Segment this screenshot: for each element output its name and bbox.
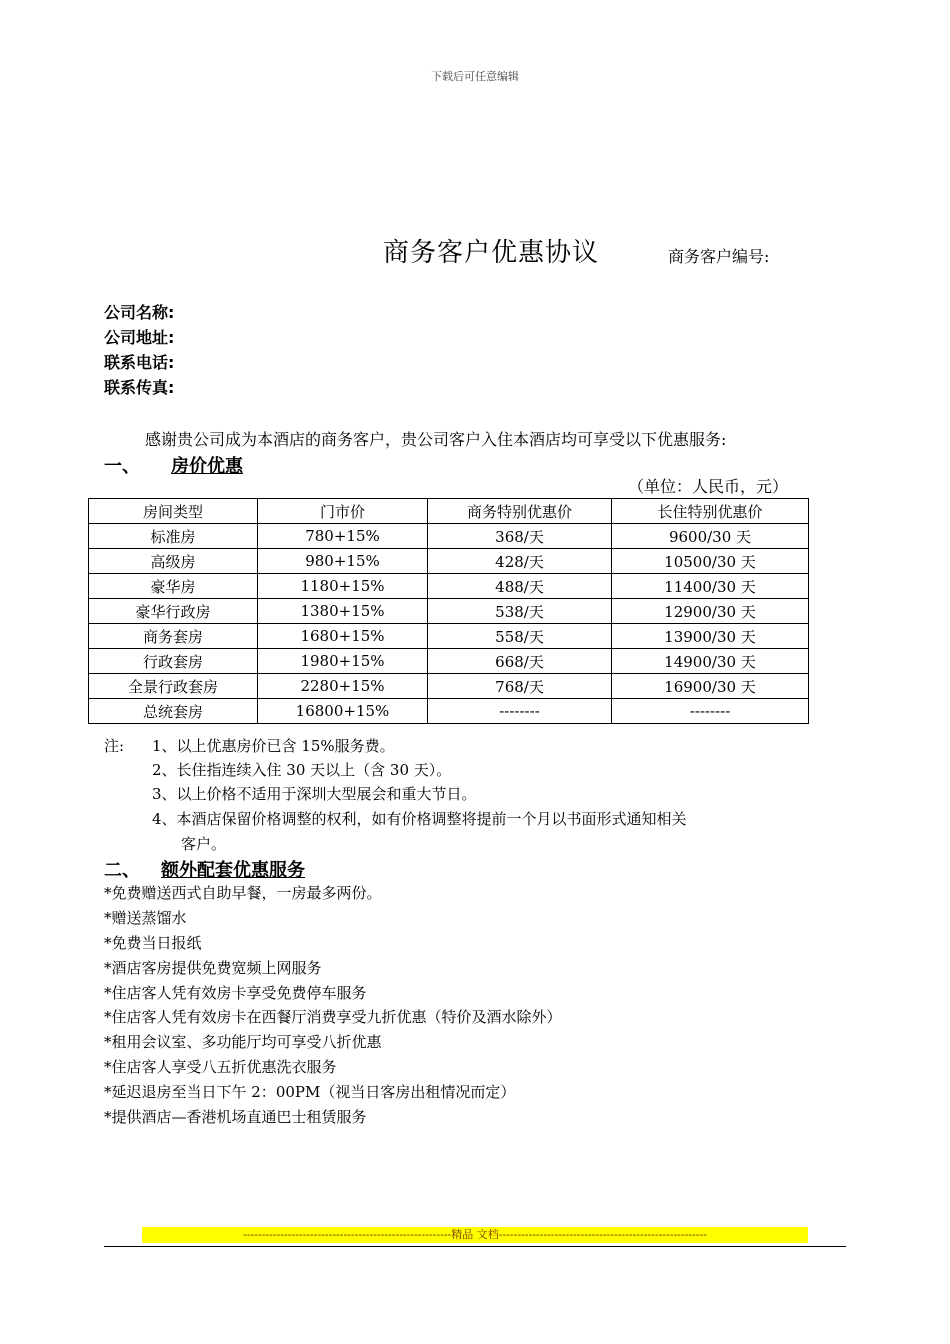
service-item: *住店客人凭有效房卡享受免费停车服务 xyxy=(104,984,367,1002)
cell-business-rate: 768/天 xyxy=(428,674,612,699)
cell-longstay-rate: 16900/30 天 xyxy=(612,674,809,699)
cell-business-rate: 538/天 xyxy=(428,599,612,624)
note-item: 2、长住指连续入住 30 天以上（含 30 天）。 xyxy=(152,761,452,779)
footer-text: 精品 文档 xyxy=(451,1228,499,1241)
footer-dashes-right: -------------------------------------------------------- xyxy=(498,1228,707,1241)
cell-rack-rate: 1380+15% xyxy=(258,599,428,624)
header-business-rate: 商务特别优惠价 xyxy=(428,499,612,524)
cell-room-type: 总统套房 xyxy=(89,699,258,724)
table-row xyxy=(89,624,809,649)
cell-rack-rate: 1180+15% xyxy=(258,574,428,599)
table-row xyxy=(89,599,809,624)
footer-divider xyxy=(104,1246,846,1247)
cell-business-rate: 488/天 xyxy=(428,574,612,599)
cell-rack-rate: 780+15% xyxy=(258,524,428,549)
section1-number: 一、 xyxy=(104,456,140,477)
cell-business-rate: 668/天 xyxy=(428,649,612,674)
footer-dashes-left: -------------------------------------------------------- xyxy=(243,1228,452,1241)
cell-room-type: 行政套房 xyxy=(89,649,258,674)
service-item: *免费赠送西式自助早餐，一房最多两份。 xyxy=(104,884,382,902)
section2-number: 二、 xyxy=(104,860,140,881)
cell-longstay-rate: 11400/30 天 xyxy=(612,574,809,599)
cell-rack-rate: 2280+15% xyxy=(258,674,428,699)
cell-business-rate: 558/天 xyxy=(428,624,612,649)
cell-rack-rate: 1680+15% xyxy=(258,624,428,649)
note-item: 4、本酒店保留价格调整的权利，如有价格调整将提前一个月以书面形式通知相关 xyxy=(152,810,687,828)
cell-longstay-rate: 9600/30 天 xyxy=(612,524,809,549)
table-header-row xyxy=(89,499,809,524)
cell-rack-rate: 16800+15% xyxy=(258,699,428,724)
header-longstay-rate: 长住特别优惠价 xyxy=(612,499,809,524)
section2-title: 额外配套优惠服务 xyxy=(161,860,305,881)
service-item: *赠送蒸馏水 xyxy=(104,909,187,927)
service-item: *住店客人凭有效房卡在西餐厅消费享受九折优惠（特价及酒水除外） xyxy=(104,1008,562,1026)
cell-rack-rate: 1980+15% xyxy=(258,649,428,674)
cell-longstay-rate: 12900/30 天 xyxy=(612,599,809,624)
cell-business-rate: -------- xyxy=(428,699,612,724)
header-rack-rate: 门市价 xyxy=(258,499,428,524)
cell-room-type: 商务套房 xyxy=(89,624,258,649)
table-row xyxy=(89,574,809,599)
cell-longstay-rate: 10500/30 天 xyxy=(612,549,809,574)
note-item: 客户。 xyxy=(181,835,227,853)
cell-room-type: 高级房 xyxy=(89,549,258,574)
cell-business-rate: 428/天 xyxy=(428,549,612,574)
section1-title: 房价优惠 xyxy=(171,456,243,477)
client-number-label: 商务客户编号: xyxy=(668,247,770,266)
table-row xyxy=(89,524,809,549)
footer-banner xyxy=(142,1227,808,1243)
service-item: *酒店客房提供免费宽频上网服务 xyxy=(104,959,322,977)
service-item: *提供酒店—香港机场直通巴士租赁服务 xyxy=(104,1108,367,1126)
table-row xyxy=(89,699,809,724)
top-note: 下载后可任意编辑 xyxy=(431,70,519,83)
table-row xyxy=(89,549,809,574)
service-item: *住店客人享受八五折优惠洗衣服务 xyxy=(104,1058,337,1076)
rates-table xyxy=(88,498,809,724)
cell-room-type: 标准房 xyxy=(89,524,258,549)
cell-business-rate: 368/天 xyxy=(428,524,612,549)
intro-paragraph: 感谢贵公司成为本酒店的商务客户，贵公司客户入住本酒店均可享受以下优惠服务: xyxy=(145,430,727,449)
service-item: *免费当日报纸 xyxy=(104,934,202,952)
notes-label: 注: xyxy=(104,737,125,755)
cell-longstay-rate: -------- xyxy=(612,699,809,724)
cell-longstay-rate: 14900/30 天 xyxy=(612,649,809,674)
header-room-type: 房间类型 xyxy=(89,499,258,524)
cell-room-type: 豪华行政房 xyxy=(89,599,258,624)
table-row xyxy=(89,674,809,699)
cell-longstay-rate: 13900/30 天 xyxy=(612,624,809,649)
service-item: *租用会议室、多功能厅均可享受八折优惠 xyxy=(104,1033,382,1051)
document-title: 商务客户优惠协议 xyxy=(383,238,600,268)
cell-room-type: 豪华房 xyxy=(89,574,258,599)
note-item: 1、以上优惠房价已含 15%服务费。 xyxy=(152,737,395,755)
company-address-label: 公司地址: xyxy=(104,328,175,347)
cell-rack-rate: 980+15% xyxy=(258,549,428,574)
company-name-label: 公司名称: xyxy=(104,303,175,322)
unit-note: （单位：人民币，元） xyxy=(628,477,789,496)
phone-label: 联系电话: xyxy=(104,353,175,372)
table-row xyxy=(89,649,809,674)
fax-label: 联系传真: xyxy=(104,378,175,397)
note-item: 3、以上价格不适用于深圳大型展会和重大节日。 xyxy=(152,785,477,803)
service-item: *延迟退房至当日下午 2：00PM（视当日客房出租情况而定） xyxy=(104,1083,516,1101)
cell-room-type: 全景行政套房 xyxy=(89,674,258,699)
